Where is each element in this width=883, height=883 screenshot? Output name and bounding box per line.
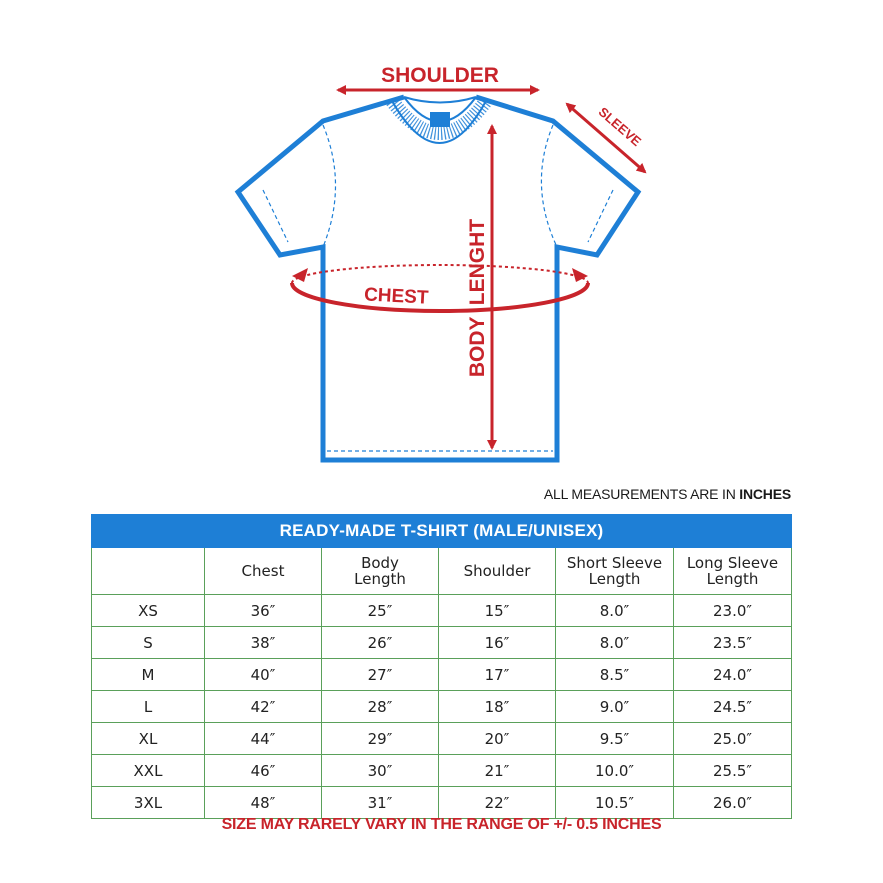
table-cell: 10.5″ [556,787,674,819]
units-note-unit: INCHES [739,486,791,502]
size-cell: L [92,691,205,723]
column-header-long-sleeve-length: Long Sleeve Length [674,548,792,595]
table-cell: 36″ [205,595,322,627]
chest-ellipse-front [292,283,588,311]
table-row [92,691,792,723]
size-cell: XS [92,595,205,627]
table-cell: 25.5″ [674,755,792,787]
column-header-size [92,548,205,595]
table-row [92,595,792,627]
table-cell: 9.5″ [556,723,674,755]
chest-arrow-left [292,268,308,282]
table-row [92,723,792,755]
units-note [420,486,791,502]
table-cell: 18″ [439,691,556,723]
table-cell: 26.0″ [674,787,792,819]
table-cell: 9.0″ [556,691,674,723]
chest-ellipse-back [292,265,588,283]
column-header-short-sleeve-length: Short Sleeve Length [556,548,674,595]
table-cell: 24.0″ [674,659,792,691]
table-cell: 21″ [439,755,556,787]
shoulder-label: SHOULDER [381,64,499,87]
table-row [92,659,792,691]
table-cell: 22″ [439,787,556,819]
size-chart-table [91,514,792,819]
table-cell: 16″ [439,627,556,659]
table-cell: 26″ [322,627,439,659]
table-cell: 44″ [205,723,322,755]
table-cell: 27″ [322,659,439,691]
size-cell: XL [92,723,205,755]
table-cell: 15″ [439,595,556,627]
table-cell: 25.0″ [674,723,792,755]
column-header-shoulder: Shoulder [439,548,556,595]
table-cell: 30″ [322,755,439,787]
size-cell: S [92,627,205,659]
table-cell: 10.0″ [556,755,674,787]
table-cell: 8.0″ [556,595,674,627]
units-note-prefix: ALL MEASUREMENTS ARE IN [543,486,740,502]
table-cell: 8.5″ [556,659,674,691]
size-variance-disclaimer: SIZE MAY RARELY VARY IN THE RANGE OF +/- 0.5 INCHES [221,816,662,833]
table-cell: 25″ [322,595,439,627]
table-cell: 42″ [205,691,322,723]
size-cell: M [92,659,205,691]
header-row [92,548,792,595]
neck-tag [430,112,450,127]
column-header-body-length: Body Length [322,548,439,595]
table-cell: 23.0″ [674,595,792,627]
table-cell: 29″ [322,723,439,755]
sleeve-label: SLEEVE [595,104,645,150]
table-row [92,787,792,819]
table-cell: 20″ [439,723,556,755]
table-cell: 40″ [205,659,322,691]
table-row [92,627,792,659]
chest-label: CHEST [363,284,429,309]
table-cell: 28″ [322,691,439,723]
body-length-label: BODY LENGHT [466,218,489,378]
table-cell: 24.5″ [674,691,792,723]
table-cell: 17″ [439,659,556,691]
table-row [92,755,792,787]
table-cell: 38″ [205,627,322,659]
size-cell: XXL [92,755,205,787]
table-cell: 8.0″ [556,627,674,659]
column-header-chest: Chest [205,548,322,595]
table-title: READY-MADE T-SHIRT (MALE/UNISEX) [92,515,792,548]
table-cell: 46″ [205,755,322,787]
table-cell: 31″ [322,787,439,819]
table-cell: 23.5″ [674,627,792,659]
table-cell: 48″ [205,787,322,819]
size-cell: 3XL [92,787,205,819]
chest-arrow-right [572,268,588,282]
